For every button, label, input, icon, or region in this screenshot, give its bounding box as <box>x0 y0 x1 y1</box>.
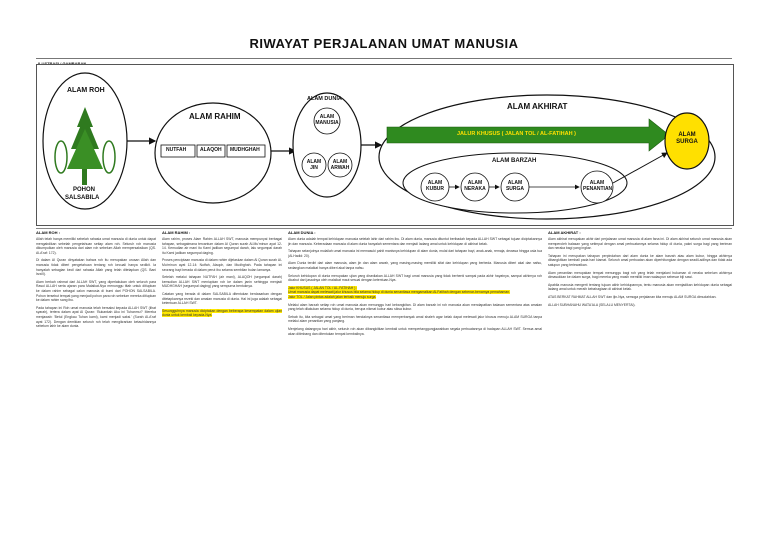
page-title: RIWAYAT PERJALANAN UMAT MANUSIA <box>249 36 519 51</box>
alam-akhirat-paragraph: Tahapan ini merupakan tahapan perpindahan dari alam dunia ke alam barzah atau alam kubur, hingga akhirnya dibangkitkan kembali pada hari kiamat. Seluruh amal perbuatan akan diperhitungkan dengan seadil-adilnya dan tidak ada satupun yang terlewatkan. <box>548 253 732 267</box>
highlighted-text: Jalur KHUSUS ( JALAN TOL / AL-FATIHAH ) : <box>288 285 358 290</box>
alam-kubur-label: ALAM KUBUR <box>425 180 445 192</box>
alam-jin-label: ALAM JIN <box>306 159 322 171</box>
alam-dunia-paragraph: Alam dunia adalah tempat kehidupan manusia setelah lahir dari rahim ibu. Di alam dunia, manusia dituntut beribadah kepada ALLAH SWT sebagai tujuan diciptakannya jin dan manusia. Keberadaan manusia di alam dunia hanyalah sementara dan menjadi ladang amal untuk kehidupan di akhirat kelak. <box>288 237 542 246</box>
highlighted-text: Umat manusia dapat melewati jalur khusus bila selama hidup di dunia senantiasa mengamalkan Al-Fatihah dengan sebenar-benarnya pemahaman. <box>288 290 511 295</box>
column-alam-rahim <box>162 230 282 520</box>
alaqoh-label: ALAQOH <box>200 147 222 153</box>
alam-surga-small-label: ALAM SURGA <box>505 180 525 192</box>
alam-rahim-label: ALAM RAHIM <box>189 112 241 121</box>
alam-dunia-paragraph: Alam Dunia terdiri dari alam manusia, alam jin dan alam arwah, yang masing-masing memiliki sifat dan kehidupan yang berbeda. Manusia diberi akal dan nafsu, sedangkan malaikat hanya diberi akal tanpa nafsu. <box>288 261 542 270</box>
column-heading-alam-rahim: ALAM RAHIM : <box>162 230 191 235</box>
alam-akhirat-paragraph: ALLAH SUBHANAHU WATA'ALA (SELALU MENYERTAI). <box>548 302 636 307</box>
alam-roh-paragraph: Allah telah hanya memiliki sebelah rahasia umat manusia di dunia untuk dapat mengabdikan sebelah pengetahuan setiap alam roh. Seluruh roh manusia dikumpulkan oleh manusia dari alam roh sebelum Allah mempersaksikan (QS. Al-A'raf: 172). <box>36 237 156 255</box>
highlighted-text: Sesungguhnya manusia diciptakan dengan beberapa kesempatan dalam ujian dunia untuk kembali kepada-Nya. <box>162 308 282 318</box>
alam-roh-paragraph: Alam berkah rahmat dari ALLAH SWT, yang diperlakukan oleh seluruh para Rasul ALLAH serta ajaran para Malaikat-Nya menunggu titah untuk ditiupkan ke dalam rahim sebagai calon manusia di bumi dari POHON SALSABILA. Pohon tersebut tempat yang menjadi pohon para roh sebelum mereka ditiupkan ke dalam rahim sang ibu. <box>36 279 156 303</box>
alam-surga-label: ALAM SURGA <box>676 132 698 145</box>
alam-arwah-label: ALAM ARWAH <box>330 159 350 171</box>
column-heading-alam-akhirat: ALAM AKHIRAT : <box>548 230 581 235</box>
alam-dunia-paragraph: Seluruh kehidupan di dunia merupakan ujian yang disediakan ALLAH SWT bagi umat manusia yang tidak berhenti sampai pada akhir hayatnya, sampai akhirnya roh dicabut dari jasadnya oleh malaikat maut sesuai dengan ketentuan-Nya. <box>288 273 542 283</box>
alam-dunia-paragraph: Tahapan selanjutnya mulailah umat manusia ini memasuki pahit manisnya kehidupan di alam dunia, mulai dari tahapan bayi, anak-anak, remaja, dewasa hingga usia tua (Al-Hadid: 20). <box>288 249 542 258</box>
journey-diagram <box>36 64 734 226</box>
alam-akhirat-paragraph: Alam penantian merupakan tempat menunggu bagi roh yang telah menjalani hukuman di neraka sebelum akhirnya dimasukkan ke dalam surga, bagi mereka yang masih memiliki iman walaupun sebesar biji sawi. <box>548 270 732 280</box>
jalur-khusus-highlight <box>288 286 542 300</box>
column-heading-alam-roh: ALAM ROH : <box>36 230 60 235</box>
column-heading-alam-dunia: ALAM DUNIA : <box>288 230 316 235</box>
alam-dunia-label: ALAM DUNIA <box>307 96 342 102</box>
alam-dunia-paragraph: Melalui alam barzah setiap roh umat manusia akan menunggu hari kebangkitan. Di alam barzah ini roh manusia akan mendapatkan balasan sementara atas amalan yang telah dilakukan selama hidup di dunia, berupa nikmat kubur atau siksa kubur. <box>288 302 542 312</box>
column-alam-akhirat <box>548 230 732 520</box>
alam-rahim-paragraph: Alam rahim, proses Alam Rahim ALLAH SWT, manusia mempunyai berbagai tahapan, sebagaimana tercantum dalam Al Quran surah Al-Mu'minun ayat 12-14. Kemudian air mani itu Kami jadikan segumpal darah, lalu segumpal darah itu Kami jadikan segumpal daging. <box>162 237 282 255</box>
alam-akhirat-label: ALAM AKHIRAT <box>507 102 568 111</box>
alam-roh-paragraph: Pada tahapan ini Roh umat manusia telah bersaksi kepada ALLAH SWT (lihat syarah), tertera dalam ayat Al Quran: 'Bukankah Aku ini Tuhanmu?' Mereka menjawab: 'Betul (Engkau Tuhan kami), kami menjadi saksi.' (Surah Al-A'raf ayat 172). Dengan demikian seluruh roh telah mengikrarkan ketauhidannya sebelum lahir ke alam dunia. <box>36 305 156 329</box>
alam-roh-label: ALAM ROH <box>67 87 105 94</box>
alam-dunia-paragraph: Menjelang datangnya hari akhir, seluruh roh akan dibangkitkan kembali untuk mempertanggungjawabkan segala perbuatannya di hadapan ALLAH SWT. Semua amal akan ditimbang dan ditentukan tempat kembalinya. <box>288 326 542 336</box>
section-divider <box>36 228 732 229</box>
alam-akhirat-paragraph: Alam akhirat merupakan akhir dari perjalanan umat manusia di alam fana ini. Di alam akhirat seluruh umat manusia akan memperoleh balasan yang setimpal dengan amal perbuatannya selama hidup di dunia, yakni surga bagi yang beriman dan neraka bagi yang ingkar. <box>548 237 732 251</box>
alam-manusia-label: ALAM MANUSIA <box>315 114 339 126</box>
alam-rahim-highlight <box>162 309 282 318</box>
highlighted-text: Jalur TOL / Jalan pintas adalah jalan terbaik menuju surga. <box>288 294 377 299</box>
alam-dunia-paragraph: Sebab itu, kita sebagai umat yang beriman hendaknya senantiasa memperbanyak amal shaleh agar kelak dapat melewati jalur khusus menuju ALAM SURGA tanpa melalui alam penantian yang panjang. <box>288 314 542 324</box>
alam-penantian-label: ALAM PENANTIAN <box>583 180 613 192</box>
mudhghah-label: MUDHGHAH <box>230 147 260 153</box>
alam-neraka-label: ALAM NERAKA <box>464 180 486 192</box>
salsabila-label: SALSABILA <box>65 195 100 201</box>
alam-rahim-paragraph: Setelah melalui tahapan NUTFAH (air mani), ALAQOH (segumpal darah) kemudian ALLAH SWT meniupkan roh ke dalam janin sehingga menjadi MUDHGHAH (segumpal daging) yang sempurna bentuknya. <box>162 275 282 289</box>
column-alam-roh <box>36 230 156 520</box>
pohon-label: POHON <box>73 187 96 193</box>
title-divider <box>36 58 732 59</box>
alam-rahim-paragraph: Catatan yang berada di dalam SALSABILA ditentukan berdasarkan dengan ditetapkannya rezeki dan amalan manusia di dunia. Hal ini juga adalah sebagai ketentuan ALLAH SWT. <box>162 291 282 306</box>
column-alam-dunia <box>288 230 542 520</box>
alam-rahim-paragraph: Proses penciptaan manusia di dalam rahim dijelaskan dalam Al Quran surah Al-Mu'minun ayat 12-14: Nutfah, Alaqoh, dan Mudhghah. Pada tahapan ini seorang bayi berada di dalam perut ibu selama sembilan bulan lamanya. <box>162 258 282 272</box>
alam-akhirat-paragraph: ATAS BERKAT RAHMAT ALLAH SWT dan ijin-Nya, semoga perjalanan kita menuju ALAM SURGA dimudahkan. <box>548 294 717 299</box>
diagram-graphics <box>37 65 733 225</box>
alam-roh-paragraph: Di dalam Al Quran dinyatakan bahwa roh itu merupakan urusan Allah dan manusia tidak diberi pengetahuan tentang roh kecuali hanya sedikit. Ia hanyalah sebagian kecil dari rahasia Allah yang telah ditetapkan (QS. Bani Isra'il). <box>36 258 156 277</box>
alam-akhirat-paragraph: Apabila manusia mengerti tentang tujuan akhir kehidupannya, tentu manusia akan menjadikan kehidupan dunia sebagai ladang amal untuk meraih kebahagiaan di akhirat kelak. <box>548 282 732 292</box>
nutfah-label: NUTFAH <box>166 147 187 153</box>
alam-barzah-label: ALAM BARZAH <box>492 158 537 164</box>
jalur-khusus-label: JALUR KHUSUS ( JALAN TOL / AL-FATIHAH ) <box>457 131 576 137</box>
